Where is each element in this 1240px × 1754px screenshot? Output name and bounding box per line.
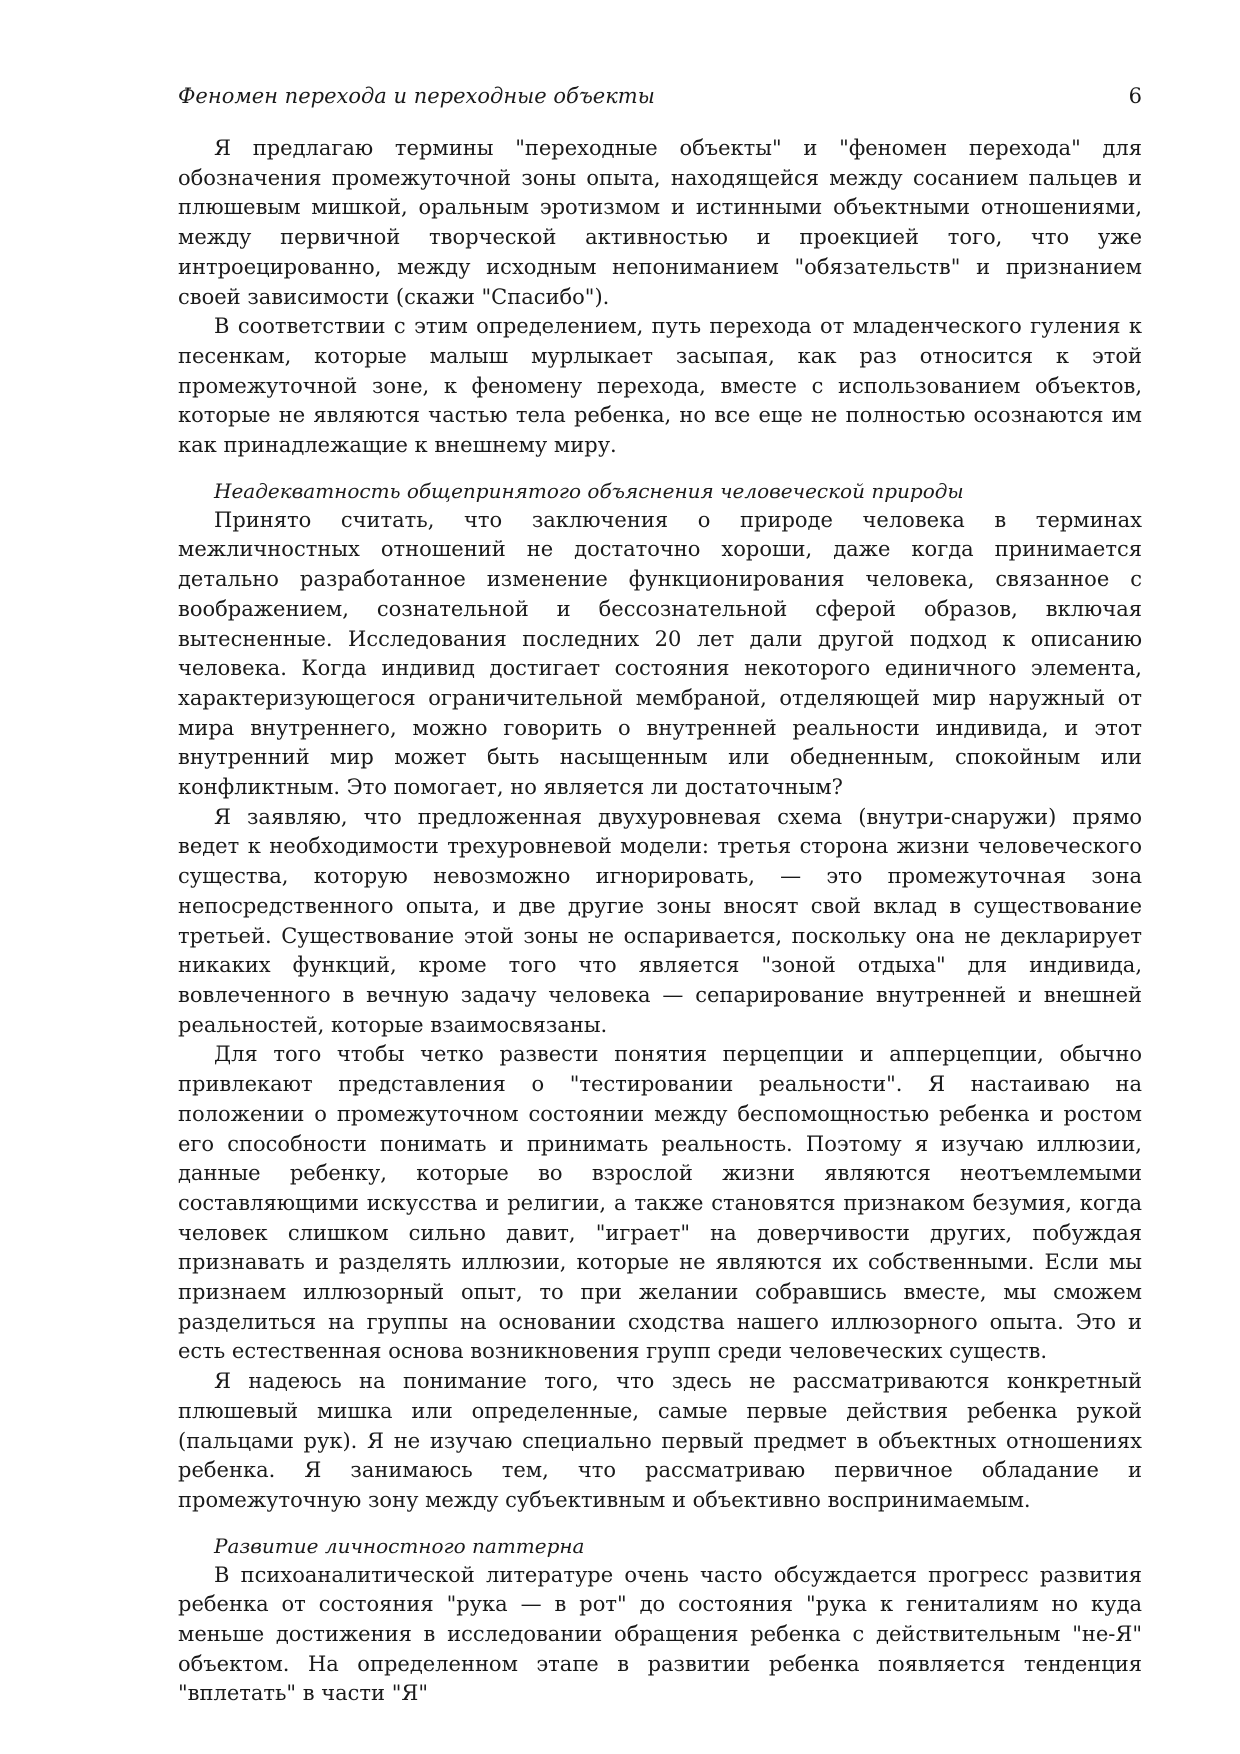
body-text [178, 134, 1142, 1709]
running-title: Феномен перехода и переходные объекты [178, 84, 655, 108]
paragraph-6: Я надеюсь на понимание того, что здесь не рассматриваются конкретный плюшевый мишка или определенные, самые первые действия ребенка рукой (пальцами рук). Я не изучаю специально первый предмет в объектных отношениях ребенка. Я занимаюсь тем, что рассматриваю первичное обладание и промежуточную зону между субъективным и объективно воспринимаемым. [178, 1369, 1142, 1512]
paragraph-1: Я предлагаю термины "переходные объекты" и "феномен перехода" для обозначения промежуточной зоны опыта, находящейся между сосанием пальцев и плюшевым мишкой, оральным эротизмом и истинными объектными отношениями, между первичной творческой активностью и проекцией того, что уже интроецированно, между исходным непониманием "обязательств" и признанием своей зависимости (скажи "Спасибо"). [178, 136, 1142, 309]
paragraph-3: Принято считать, что заключения о природе человека в терминах межличностных отношений не достаточно хороши, даже когда принимается детально разработанное изменение функционирования человека, связанное с воображением, сознательной и бессознательной сферой образов, включая вытесненные. Исследования последних 20 лет дали другой подход к описанию человека. Когда индивид достигает состояния некоторого единичного элемента, характеризующегося ограничительной мембраной, отделяющей мир наружный от мира внутреннего, можно говорить о внутренней реальности индивида, и этот внутренний мир может быть насыщенным или обедненным, спокойным или конфликтным. Это помогает, но является ли достаточным? [178, 507, 1142, 800]
paragraph-5: Для того чтобы четко развести понятия перцепции и апперцепции, обычно привлекают представления о "тестировании реальности". Я настаиваю на положении о промежуточном состоянии между беспомощностью ребенка и ростом его способности понимать и принимать реальность. Поэтому я изучаю иллюзии, данные ребенку, которые во взрослой жизни являются неотъемлемыми составляющими искусства и религии, а также становятся признаком безумия, когда человек слишком сильно давит, "играет" на доверчивости других, побуждая признавать и разделять иллюзии, которые не являются их собственными. Если мы признаем иллюзорный опыт, то при желании собравшись вместе, мы сможем разделиться на группы на основании сходства нашего иллюзорного опыта. Это и есть естественная основа возникновения групп среди человеческих существ. [178, 1042, 1142, 1364]
document-page [178, 84, 1142, 1709]
paragraph-7: В психоаналитической литературе очень часто обсуждается прогресс развития ребенка от состояния "рука — в рот" до состояния "рука к гениталиям но куда меньше достижения в исследовании обращения ребенка с действительным "не-Я" объектом. На определенном этапе в развитии ребенка появляется тенденция "вплетать" в части "Я" [178, 1562, 1142, 1706]
section-heading-development: Развитие личностного паттерна [214, 1533, 585, 1558]
paragraph-2: В соответствии с этим определением, путь перехода от младенческого гуления к песенкам, которые малыш мурлыкает засыпая, как раз относится к этой промежуточной зоне, к феномену перехода, вместе с использованием объектов, которые не являются частью тела ребенка, но все еще не полностью осознаются им как принадлежащие к внешнему миру. [178, 314, 1142, 458]
paragraph-4: Я заявляю, что предложенная двухуровневая схема (внутри-снаружи) прямо ведет к необходимости трехуровневой модели: третья сторона жизни человеческого существа, которую невозможно игнорировать, — это промежуточная зона непосредственного опыта, и две другие зоны вносят свой вклад в существование третьей. Существование этой зоны не оспаривается, поскольку она не декларирует никаких функций, кроме того что является "зоной отдыха" для индивида, вовлеченного в вечную задачу человека — сепарирование внутренней и внешней реальностей, которые взаимосвязаны. [178, 804, 1142, 1037]
running-header [178, 84, 1142, 108]
page-number: 6 [1128, 84, 1142, 108]
section-heading-inadequacy: Неадекватность общепринятого объяснения человеческой природы [214, 478, 964, 503]
